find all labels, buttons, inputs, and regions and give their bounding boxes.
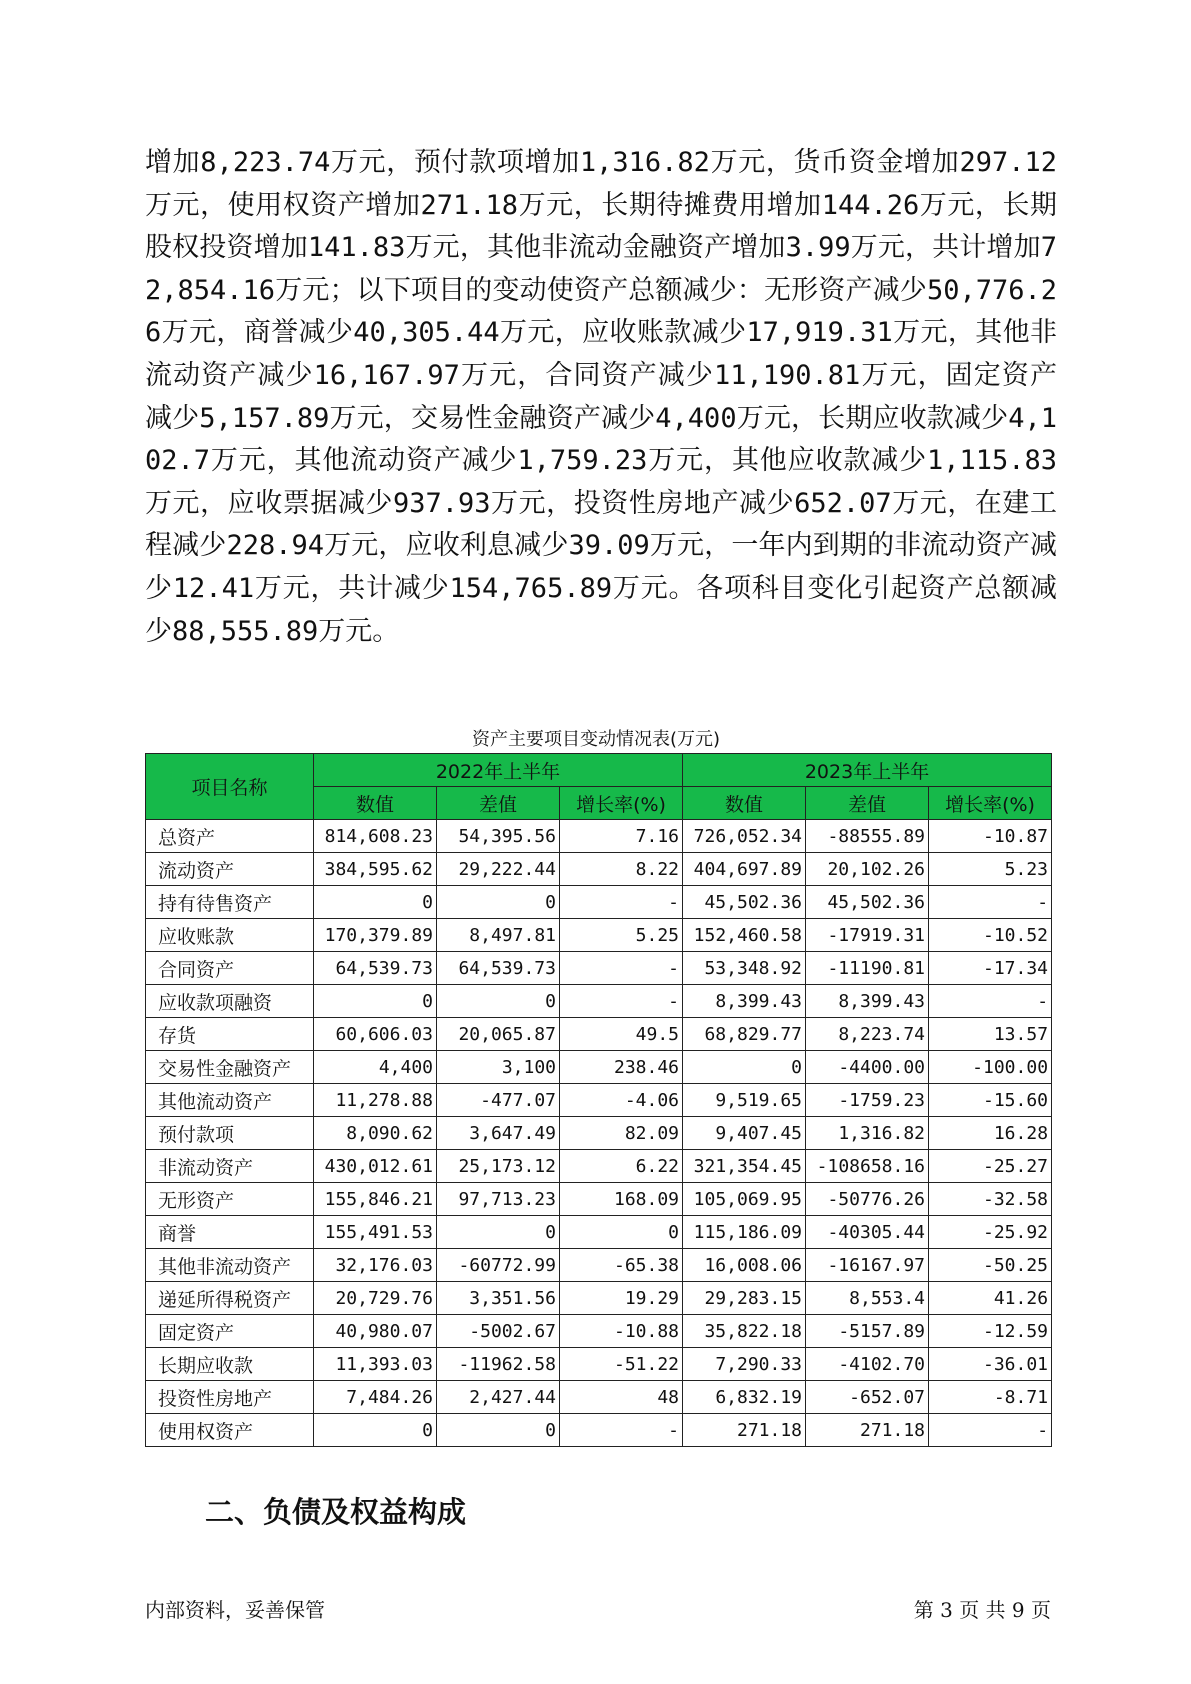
table-cell: 45,502.36 [683, 886, 806, 919]
table-cell: -50.25 [929, 1249, 1052, 1282]
table-cell: -60772.99 [437, 1249, 560, 1282]
table-cell: 430,012.61 [314, 1150, 437, 1183]
table-cell: 384,595.62 [314, 853, 437, 886]
table-cell: 8,497.81 [437, 919, 560, 952]
table-cell: 8,223.74 [806, 1018, 929, 1051]
table-row [146, 1150, 1052, 1183]
table-cell: 0 [560, 1216, 683, 1249]
header-2022-growth: 增长率(%) [560, 787, 683, 820]
table-row [146, 1084, 1052, 1117]
table-cell: 35,822.18 [683, 1315, 806, 1348]
table-cell: 271.18 [683, 1414, 806, 1447]
row-item-name: 无形资产 [146, 1183, 314, 1216]
table-cell: 7,290.33 [683, 1348, 806, 1381]
table-cell: 53,348.92 [683, 952, 806, 985]
table-cell: 404,697.89 [683, 853, 806, 886]
table-cell: 0 [314, 1414, 437, 1447]
table-cell: 29,283.15 [683, 1282, 806, 1315]
table-body [146, 820, 1052, 1447]
table-row [146, 1051, 1052, 1084]
row-item-name: 递延所得税资产 [146, 1282, 314, 1315]
table-cell: 11,393.03 [314, 1348, 437, 1381]
table-cell: -36.01 [929, 1348, 1052, 1381]
header-2022-diff: 差值 [437, 787, 560, 820]
table-cell: 8,399.43 [683, 985, 806, 1018]
table-cell: 0 [437, 886, 560, 919]
table-cell: 16,008.06 [683, 1249, 806, 1282]
table-cell: 64,539.73 [437, 952, 560, 985]
table-cell: -108658.16 [806, 1150, 929, 1183]
table-row [146, 1249, 1052, 1282]
table-cell: 48 [560, 1381, 683, 1414]
table-cell: 5.25 [560, 919, 683, 952]
table-row [146, 1216, 1052, 1249]
table-cell: -4102.70 [806, 1348, 929, 1381]
table-cell: -1759.23 [806, 1084, 929, 1117]
table-cell: 68,829.77 [683, 1018, 806, 1051]
table-cell: 5.23 [929, 853, 1052, 886]
table-cell: 238.46 [560, 1051, 683, 1084]
table-cell: -10.87 [929, 820, 1052, 853]
table-cell: 0 [437, 1216, 560, 1249]
table-cell: -17.34 [929, 952, 1052, 985]
row-item-name: 其他流动资产 [146, 1084, 314, 1117]
table-cell: -16167.97 [806, 1249, 929, 1282]
table-cell: 8,090.62 [314, 1117, 437, 1150]
row-item-name: 存货 [146, 1018, 314, 1051]
row-item-name: 合同资产 [146, 952, 314, 985]
row-item-name: 应收款项融资 [146, 985, 314, 1018]
table-cell: 155,846.21 [314, 1183, 437, 1216]
table-cell: 0 [683, 1051, 806, 1084]
table-cell: 3,351.56 [437, 1282, 560, 1315]
table-cell: 170,379.89 [314, 919, 437, 952]
table-cell: 16.28 [929, 1117, 1052, 1150]
table-row [146, 1414, 1052, 1447]
table-cell: 29,222.44 [437, 853, 560, 886]
table-cell: 152,460.58 [683, 919, 806, 952]
table-cell: 8,553.4 [806, 1282, 929, 1315]
table-cell: 9,407.45 [683, 1117, 806, 1150]
table-cell: 105,069.95 [683, 1183, 806, 1216]
table-row [146, 952, 1052, 985]
table-cell: 13.57 [929, 1018, 1052, 1051]
table-cell: 271.18 [806, 1414, 929, 1447]
table-cell: -32.58 [929, 1183, 1052, 1216]
table-cell: -17919.31 [806, 919, 929, 952]
row-item-name: 固定资产 [146, 1315, 314, 1348]
table-cell: 0 [314, 886, 437, 919]
row-item-name: 预付款项 [146, 1117, 314, 1150]
row-item-name: 商誉 [146, 1216, 314, 1249]
table-cell: 20,065.87 [437, 1018, 560, 1051]
table-cell: 115,186.09 [683, 1216, 806, 1249]
table-cell: 1,316.82 [806, 1117, 929, 1150]
table-cell: - [929, 1414, 1052, 1447]
table-cell: -88555.89 [806, 820, 929, 853]
row-item-name: 其他非流动资产 [146, 1249, 314, 1282]
header-2023-value: 数值 [683, 787, 806, 820]
table-cell: -10.52 [929, 919, 1052, 952]
footer-page-number: 第 3 页 共 9 页 [913, 1598, 1051, 1622]
table-caption: 资产主要项目变动情况表(万元) [471, 729, 721, 750]
table-cell: 4,400 [314, 1051, 437, 1084]
table-cell: -100.00 [929, 1051, 1052, 1084]
table-cell: 54,395.56 [437, 820, 560, 853]
table-cell: 321,354.45 [683, 1150, 806, 1183]
section-heading: 二、负债及权益构成 [205, 1495, 467, 1529]
table-cell: 814,608.23 [314, 820, 437, 853]
header-item-name: 项目名称 [146, 754, 314, 820]
table-row [146, 1348, 1052, 1381]
table-cell: 2,427.44 [437, 1381, 560, 1414]
table-cell: 9,519.65 [683, 1084, 806, 1117]
table-cell: 0 [437, 1414, 560, 1447]
table-row [146, 820, 1052, 853]
table-cell: 40,980.07 [314, 1315, 437, 1348]
table-row [146, 919, 1052, 952]
table-cell: -25.92 [929, 1216, 1052, 1249]
table-cell: -4400.00 [806, 1051, 929, 1084]
table-cell: -4.06 [560, 1084, 683, 1117]
table-cell: 20,729.76 [314, 1282, 437, 1315]
table-cell: - [560, 1414, 683, 1447]
asset-change-table [145, 753, 1052, 1447]
header-2023-growth: 增长率(%) [929, 787, 1052, 820]
table-cell: 155,491.53 [314, 1216, 437, 1249]
table-cell: 82.09 [560, 1117, 683, 1150]
table-cell: -40305.44 [806, 1216, 929, 1249]
body-paragraph: 增加8,223.74万元，预付款项增加1,316.82万元，货币资金增加297.12万元，使用权资产增加271.18万元，长期待摊费用增加144.26万元，长期股权投资增加141.83万元，其他非流动金融资产增加3.99万元，共计增加72,854.16万元；以下项目的变动使资产总额减少：无形资产减少50,776.26万元，商誉减少40,305.44万元，应收账款减少17,919.31万元，其他非流动资产减少16,167.97万元，合同资产减少11,190.81万元，固定资产减少5,157.89万元，交易性金融资产减少4,400万元，长期应收款减少4,102.7万元，其他流动资产减少1,759.23万元，其他应收款减少1,115.83万元，应收票据减少937.93万元，投资性房地产减少652.07万元，在建工程减少228.94万元，应收利息减少39.09万元，一年内到期的非流动资产减少12.41万元，共计减少154,765.89万元。各项科目变化引起资产总额减少88,555.89万元。 [145, 147, 1057, 647]
row-item-name: 长期应收款 [146, 1348, 314, 1381]
table-cell: 0 [314, 985, 437, 1018]
table-cell: 64,539.73 [314, 952, 437, 985]
table-row [146, 1315, 1052, 1348]
table-header-row-1 [146, 754, 1052, 787]
table-cell: -5002.67 [437, 1315, 560, 1348]
table-cell: 25,173.12 [437, 1150, 560, 1183]
table-cell: -15.60 [929, 1084, 1052, 1117]
header-2023-diff: 差值 [806, 787, 929, 820]
table-cell: 97,713.23 [437, 1183, 560, 1216]
table-cell: 8,399.43 [806, 985, 929, 1018]
row-item-name: 总资产 [146, 820, 314, 853]
table-cell: -11962.58 [437, 1348, 560, 1381]
footer-confidential: 内部资料，妥善保管 [145, 1598, 325, 1622]
table-cell: -11190.81 [806, 952, 929, 985]
table-row [146, 1183, 1052, 1216]
table-cell: - [929, 886, 1052, 919]
table-cell: -477.07 [437, 1084, 560, 1117]
table-cell: -50776.26 [806, 1183, 929, 1216]
row-item-name: 使用权资产 [146, 1414, 314, 1447]
header-2023: 2023年上半年 [683, 754, 1052, 787]
table-cell: - [560, 952, 683, 985]
table-row [146, 886, 1052, 919]
row-item-name: 应收账款 [146, 919, 314, 952]
table-cell: -25.27 [929, 1150, 1052, 1183]
table-cell: -8.71 [929, 1381, 1052, 1414]
header-2022-value: 数值 [314, 787, 437, 820]
table-row [146, 1282, 1052, 1315]
table-cell: -10.88 [560, 1315, 683, 1348]
table-cell: 3,647.49 [437, 1117, 560, 1150]
table-cell: 3,100 [437, 1051, 560, 1084]
row-item-name: 投资性房地产 [146, 1381, 314, 1414]
row-item-name: 持有待售资产 [146, 886, 314, 919]
table-row [146, 853, 1052, 886]
table-row [146, 1117, 1052, 1150]
row-item-name: 流动资产 [146, 853, 314, 886]
table-cell: 20,102.26 [806, 853, 929, 886]
table-cell: -5157.89 [806, 1315, 929, 1348]
table-cell: 168.09 [560, 1183, 683, 1216]
table-cell: 6.22 [560, 1150, 683, 1183]
header-2022: 2022年上半年 [314, 754, 683, 787]
table-cell: 6,832.19 [683, 1381, 806, 1414]
table-cell: -51.22 [560, 1348, 683, 1381]
table-cell: 32,176.03 [314, 1249, 437, 1282]
table-cell: 726,052.34 [683, 820, 806, 853]
table-cell: -65.38 [560, 1249, 683, 1282]
table-row [146, 1018, 1052, 1051]
table-cell: 7.16 [560, 820, 683, 853]
row-item-name: 非流动资产 [146, 1150, 314, 1183]
table-row [146, 985, 1052, 1018]
row-item-name: 交易性金融资产 [146, 1051, 314, 1084]
table-cell: -652.07 [806, 1381, 929, 1414]
table-cell: 41.26 [929, 1282, 1052, 1315]
table-row [146, 1381, 1052, 1414]
table-cell: 11,278.88 [314, 1084, 437, 1117]
table-cell: 0 [437, 985, 560, 1018]
table-cell: 45,502.36 [806, 886, 929, 919]
table-cell: 60,606.03 [314, 1018, 437, 1051]
table-cell: - [560, 886, 683, 919]
table-cell: 8.22 [560, 853, 683, 886]
table-cell: -12.59 [929, 1315, 1052, 1348]
table-cell: 7,484.26 [314, 1381, 437, 1414]
table-cell: - [560, 985, 683, 1018]
table-cell: 19.29 [560, 1282, 683, 1315]
table-cell: 49.5 [560, 1018, 683, 1051]
table-cell: - [929, 985, 1052, 1018]
